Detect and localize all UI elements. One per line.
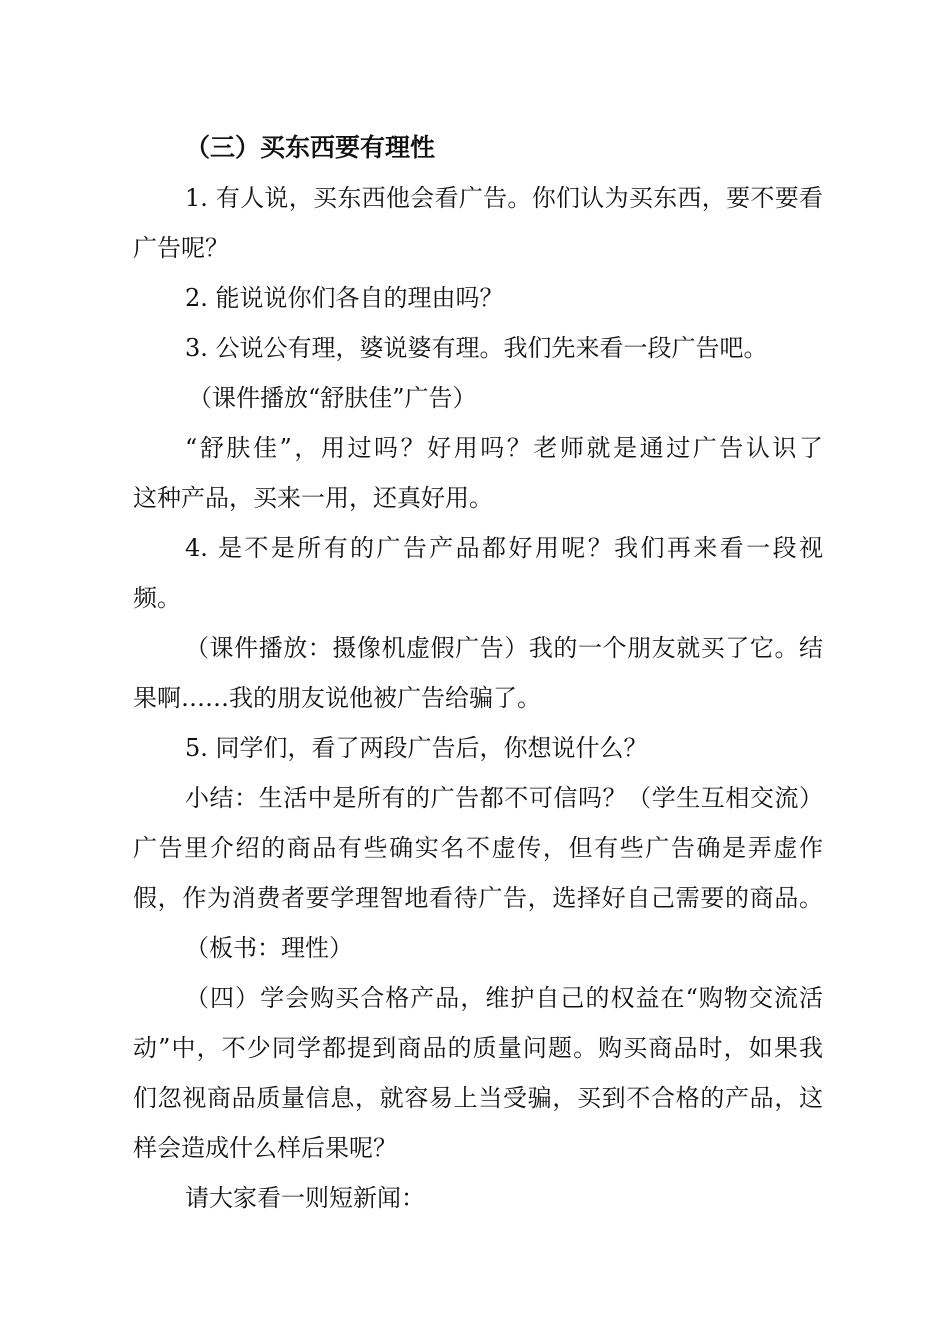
paragraph-line: 广告呢？ (133, 234, 229, 262)
paragraph-line: 果啊……我的朋友说他被广告给骗了。 (133, 684, 541, 712)
paragraph-line: “舒肤佳”，用过吗？好用吗？老师就是通过广告认识了 (185, 434, 823, 462)
paragraph-line: 频。 (133, 584, 181, 612)
paragraph-line: （四）学会购买合格产品，维护自己的权益在“购物交流活 (185, 984, 823, 1012)
paragraph-line: 样会造成什么样后果呢？ (133, 1134, 397, 1162)
paragraph-line: （板书：理性） (185, 934, 353, 962)
paragraph-line: 4. 是不是所有的广告产品都好用呢？我们再来看一段视 (185, 534, 823, 562)
paragraph-line: 5. 同学们，看了两段广告后，你想说什么？ (185, 734, 648, 762)
paragraph-line: 广告里介绍的商品有些确实名不虚传，但有些广告确是弄虚作 (133, 834, 823, 862)
paragraph-line: 1. 有人说，买东西他会看广告。你们认为买东西，要不要看 (185, 184, 823, 212)
paragraph-line: 请大家看一则短新闻： (185, 1184, 425, 1212)
paragraph-line: 3. 公说公有理，婆说婆有理。我们先来看一段广告吧。 (185, 334, 768, 362)
paragraph-line: 这种产品，买来一用，还真好用。 (133, 484, 493, 512)
paragraph-line: 小结：生活中是所有的广告都不可信吗？（学生互相交流） (185, 784, 823, 812)
paragraph-line: 2. 能说说你们各自的理由吗？ (185, 284, 504, 312)
paragraph-line: 假，作为消费者要学理智地看待广告，选择好自己需要的商品。 (133, 884, 823, 912)
paragraph-line: 动”中，不少同学都提到商品的质量问题。购买商品时，如果我 (133, 1034, 823, 1062)
paragraph-line: （课件播放“舒肤佳”广告） (188, 384, 477, 412)
paragraph-line: 们忽视商品质量信息，就容易上当受骗，买到不合格的产品，这 (133, 1084, 823, 1112)
section-heading: （三）买东西要有理性 (185, 133, 436, 162)
paragraph-line: （课件播放：摄像机虚假广告）我的一个朋友就买了它。结 (185, 634, 823, 662)
